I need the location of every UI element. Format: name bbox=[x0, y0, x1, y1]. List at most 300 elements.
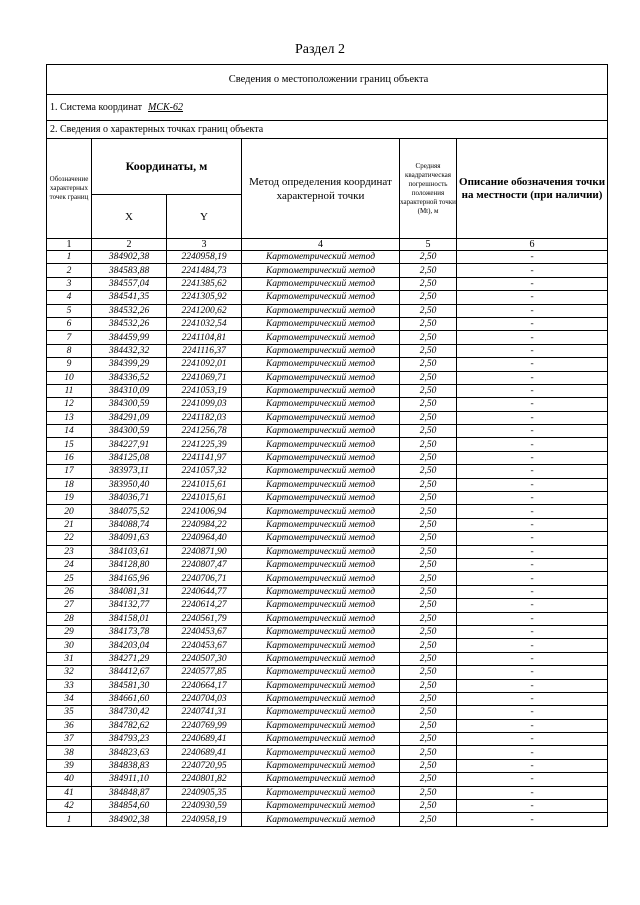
x-coordinate-cell: 384583,88 bbox=[92, 264, 167, 277]
error-cell: 2,50 bbox=[400, 733, 457, 746]
point-number-cell: 9 bbox=[47, 358, 92, 371]
error-cell: 2,50 bbox=[400, 719, 457, 732]
description-cell: - bbox=[457, 451, 608, 464]
point-number-cell: 5 bbox=[47, 304, 92, 317]
description-cell: - bbox=[457, 532, 608, 545]
point-number-cell: 24 bbox=[47, 558, 92, 571]
x-coordinate-cell: 384412,67 bbox=[92, 666, 167, 679]
x-coordinate-cell: 384541,35 bbox=[92, 291, 167, 304]
method-cell: Картометрический метод bbox=[242, 625, 400, 638]
table-row bbox=[47, 585, 608, 598]
description-cell: - bbox=[457, 518, 608, 531]
point-number-cell: 40 bbox=[47, 773, 92, 786]
y-coordinate-cell: 2240706,71 bbox=[167, 572, 242, 585]
description-cell: - bbox=[457, 425, 608, 438]
x-coordinate-cell: 384532,26 bbox=[92, 304, 167, 317]
table-row bbox=[47, 532, 608, 545]
error-cell: 2,50 bbox=[400, 786, 457, 799]
table-row bbox=[47, 451, 608, 464]
table-row bbox=[47, 344, 608, 357]
y-coordinate-cell: 2241015,61 bbox=[167, 492, 242, 505]
error-cell: 2,50 bbox=[400, 692, 457, 705]
x-coordinate-cell: 384081,31 bbox=[92, 585, 167, 598]
boundary-points-table bbox=[46, 64, 608, 827]
x-coordinate-cell: 384128,80 bbox=[92, 558, 167, 571]
error-cell: 2,50 bbox=[400, 264, 457, 277]
method-cell: Картометрический метод bbox=[242, 639, 400, 652]
method-cell: Картометрический метод bbox=[242, 652, 400, 665]
method-cell: Картометрический метод bbox=[242, 786, 400, 799]
description-cell: - bbox=[457, 492, 608, 505]
method-cell: Картометрический метод bbox=[242, 599, 400, 612]
x-coordinate-cell: 384075,52 bbox=[92, 505, 167, 518]
point-number-cell: 1 bbox=[47, 251, 92, 264]
description-cell: - bbox=[457, 612, 608, 625]
method-cell: Картометрический метод bbox=[242, 411, 400, 424]
point-number-cell: 15 bbox=[47, 438, 92, 451]
x-coordinate-cell: 384300,59 bbox=[92, 425, 167, 438]
point-number-cell: 34 bbox=[47, 692, 92, 705]
method-cell: Картометрический метод bbox=[242, 317, 400, 330]
table-row bbox=[47, 652, 608, 665]
x-coordinate-cell: 384854,60 bbox=[92, 800, 167, 813]
table-row bbox=[47, 371, 608, 384]
error-cell: 2,50 bbox=[400, 773, 457, 786]
method-cell: Картометрический метод bbox=[242, 438, 400, 451]
error-cell: 2,50 bbox=[400, 639, 457, 652]
method-cell: Картометрический метод bbox=[242, 478, 400, 491]
method-cell: Картометрический метод bbox=[242, 251, 400, 264]
x-coordinate-cell: 384088,74 bbox=[92, 518, 167, 531]
table-row bbox=[47, 639, 608, 652]
y-coordinate-cell: 2240689,41 bbox=[167, 733, 242, 746]
point-number-cell: 16 bbox=[47, 451, 92, 464]
y-coordinate-cell: 2241092,01 bbox=[167, 358, 242, 371]
x-coordinate-cell: 384902,38 bbox=[92, 251, 167, 264]
table-row bbox=[47, 800, 608, 813]
error-cell: 2,50 bbox=[400, 505, 457, 518]
error-cell: 2,50 bbox=[400, 532, 457, 545]
method-cell: Картометрический метод bbox=[242, 398, 400, 411]
point-number-cell: 31 bbox=[47, 652, 92, 665]
error-cell: 2,50 bbox=[400, 331, 457, 344]
header-x: X bbox=[92, 195, 167, 239]
point-number-cell: 27 bbox=[47, 599, 92, 612]
header-y: Y bbox=[167, 195, 242, 239]
x-coordinate-cell: 384036,71 bbox=[92, 492, 167, 505]
table-row bbox=[47, 679, 608, 692]
table-row bbox=[47, 425, 608, 438]
error-cell: 2,50 bbox=[400, 425, 457, 438]
description-cell: - bbox=[457, 545, 608, 558]
header-description: Описание обозначения точки на местности (при наличии) bbox=[457, 139, 608, 239]
description-cell: - bbox=[457, 478, 608, 491]
point-number-cell: 19 bbox=[47, 492, 92, 505]
point-number-cell: 13 bbox=[47, 411, 92, 424]
y-coordinate-cell: 2240453,67 bbox=[167, 625, 242, 638]
y-coordinate-cell: 2240644,77 bbox=[167, 585, 242, 598]
table-row bbox=[47, 558, 608, 571]
y-coordinate-cell: 2241032,54 bbox=[167, 317, 242, 330]
point-number-cell: 2 bbox=[47, 264, 92, 277]
header-method: Метод определения координат характерной точки bbox=[242, 139, 400, 239]
header-coordinates: Координаты, м bbox=[92, 139, 242, 195]
point-number-cell: 18 bbox=[47, 478, 92, 491]
coordinate-system-label: 1. Система координат bbox=[50, 102, 143, 113]
description-cell: - bbox=[457, 277, 608, 290]
error-cell: 2,50 bbox=[400, 304, 457, 317]
point-number-cell: 22 bbox=[47, 532, 92, 545]
error-cell: 2,50 bbox=[400, 813, 457, 826]
table-row bbox=[47, 759, 608, 772]
error-cell: 2,50 bbox=[400, 291, 457, 304]
description-cell: - bbox=[457, 800, 608, 813]
point-number-cell: 17 bbox=[47, 465, 92, 478]
x-coordinate-cell: 384336,52 bbox=[92, 371, 167, 384]
method-cell: Картометрический метод bbox=[242, 532, 400, 545]
y-coordinate-cell: 2240807,47 bbox=[167, 558, 242, 571]
point-number-cell: 8 bbox=[47, 344, 92, 357]
y-coordinate-cell: 2241006,94 bbox=[167, 505, 242, 518]
y-coordinate-cell: 2241256,78 bbox=[167, 425, 242, 438]
point-number-cell: 35 bbox=[47, 706, 92, 719]
error-cell: 2,50 bbox=[400, 585, 457, 598]
y-coordinate-cell: 2240984,22 bbox=[167, 518, 242, 531]
method-cell: Картометрический метод bbox=[242, 719, 400, 732]
table-row bbox=[47, 599, 608, 612]
y-coordinate-cell: 2240964,40 bbox=[167, 532, 242, 545]
point-number-cell: 10 bbox=[47, 371, 92, 384]
table-row bbox=[47, 291, 608, 304]
y-coordinate-cell: 2241305,92 bbox=[167, 291, 242, 304]
points-heading: 2. Сведения о характерных точках границ объекта bbox=[47, 121, 608, 139]
error-cell: 2,50 bbox=[400, 679, 457, 692]
point-number-cell: 33 bbox=[47, 679, 92, 692]
point-number-cell: 4 bbox=[47, 291, 92, 304]
x-coordinate-cell: 384227,91 bbox=[92, 438, 167, 451]
table-row bbox=[47, 692, 608, 705]
method-cell: Картометрический метод bbox=[242, 746, 400, 759]
error-cell: 2,50 bbox=[400, 478, 457, 491]
table-row bbox=[47, 358, 608, 371]
method-cell: Картометрический метод bbox=[242, 545, 400, 558]
table-row bbox=[47, 773, 608, 786]
error-cell: 2,50 bbox=[400, 759, 457, 772]
description-cell: - bbox=[457, 331, 608, 344]
x-coordinate-cell: 384158,01 bbox=[92, 612, 167, 625]
table-row bbox=[47, 572, 608, 585]
y-coordinate-cell: 2241225,39 bbox=[167, 438, 242, 451]
point-number-cell: 1 bbox=[47, 813, 92, 826]
error-cell: 2,50 bbox=[400, 558, 457, 571]
table-row bbox=[47, 719, 608, 732]
description-cell: - bbox=[457, 666, 608, 679]
x-coordinate-cell: 383950,40 bbox=[92, 478, 167, 491]
method-cell: Картометрический метод bbox=[242, 706, 400, 719]
method-cell: Картометрический метод bbox=[242, 773, 400, 786]
method-cell: Картометрический метод bbox=[242, 813, 400, 826]
description-cell: - bbox=[457, 558, 608, 571]
error-cell: 2,50 bbox=[400, 612, 457, 625]
method-cell: Картометрический метод bbox=[242, 518, 400, 531]
y-coordinate-cell: 2240453,67 bbox=[167, 639, 242, 652]
y-coordinate-cell: 2241099,03 bbox=[167, 398, 242, 411]
description-cell: - bbox=[457, 759, 608, 772]
description-cell: - bbox=[457, 746, 608, 759]
header-error: Средняя квадратическая погрешность положения характерной точки (Mt), м bbox=[400, 139, 457, 239]
method-cell: Картометрический метод bbox=[242, 465, 400, 478]
point-number-cell: 30 bbox=[47, 639, 92, 652]
y-coordinate-cell: 2240871,90 bbox=[167, 545, 242, 558]
error-cell: 2,50 bbox=[400, 465, 457, 478]
error-cell: 2,50 bbox=[400, 398, 457, 411]
error-cell: 2,50 bbox=[400, 411, 457, 424]
y-coordinate-cell: 2241182,03 bbox=[167, 411, 242, 424]
method-cell: Картометрический метод bbox=[242, 505, 400, 518]
error-cell: 2,50 bbox=[400, 800, 457, 813]
point-number-cell: 7 bbox=[47, 331, 92, 344]
coordinate-system-row bbox=[47, 95, 608, 121]
description-cell: - bbox=[457, 692, 608, 705]
table-row bbox=[47, 384, 608, 397]
error-cell: 2,50 bbox=[400, 384, 457, 397]
column-number: 6 bbox=[457, 239, 608, 251]
x-coordinate-cell: 384432,32 bbox=[92, 344, 167, 357]
description-cell: - bbox=[457, 291, 608, 304]
method-cell: Картометрический метод bbox=[242, 612, 400, 625]
error-cell: 2,50 bbox=[400, 625, 457, 638]
method-cell: Картометрический метод bbox=[242, 425, 400, 438]
point-number-cell: 38 bbox=[47, 746, 92, 759]
y-coordinate-cell: 2240720,95 bbox=[167, 759, 242, 772]
description-cell: - bbox=[457, 572, 608, 585]
y-coordinate-cell: 2240561,79 bbox=[167, 612, 242, 625]
y-coordinate-cell: 2240664,17 bbox=[167, 679, 242, 692]
y-coordinate-cell: 2241015,61 bbox=[167, 478, 242, 491]
x-coordinate-cell: 384291,09 bbox=[92, 411, 167, 424]
description-cell: - bbox=[457, 625, 608, 638]
method-cell: Картометрический метод bbox=[242, 558, 400, 571]
y-coordinate-cell: 2240741,31 bbox=[167, 706, 242, 719]
point-number-cell: 36 bbox=[47, 719, 92, 732]
point-number-cell: 25 bbox=[47, 572, 92, 585]
method-cell: Картометрический метод bbox=[242, 572, 400, 585]
x-coordinate-cell: 384581,30 bbox=[92, 679, 167, 692]
error-cell: 2,50 bbox=[400, 545, 457, 558]
description-cell: - bbox=[457, 585, 608, 598]
x-coordinate-cell: 384203,04 bbox=[92, 639, 167, 652]
error-cell: 2,50 bbox=[400, 358, 457, 371]
table-row bbox=[47, 317, 608, 330]
error-cell: 2,50 bbox=[400, 277, 457, 290]
table-row bbox=[47, 612, 608, 625]
description-cell: - bbox=[457, 344, 608, 357]
table-row bbox=[47, 251, 608, 264]
x-coordinate-cell: 384300,59 bbox=[92, 398, 167, 411]
error-cell: 2,50 bbox=[400, 317, 457, 330]
error-cell: 2,50 bbox=[400, 599, 457, 612]
description-cell: - bbox=[457, 652, 608, 665]
x-coordinate-cell: 383973,11 bbox=[92, 465, 167, 478]
table-title: Сведения о местоположении границ объекта bbox=[47, 65, 608, 95]
error-cell: 2,50 bbox=[400, 371, 457, 384]
table-row bbox=[47, 706, 608, 719]
x-coordinate-cell: 384793,23 bbox=[92, 733, 167, 746]
table-row bbox=[47, 438, 608, 451]
error-cell: 2,50 bbox=[400, 572, 457, 585]
point-number-cell: 11 bbox=[47, 384, 92, 397]
error-cell: 2,50 bbox=[400, 344, 457, 357]
x-coordinate-cell: 384848,87 bbox=[92, 786, 167, 799]
x-coordinate-cell: 384271,29 bbox=[92, 652, 167, 665]
method-cell: Картометрический метод bbox=[242, 291, 400, 304]
point-number-cell: 23 bbox=[47, 545, 92, 558]
column-number: 2 bbox=[92, 239, 167, 251]
x-coordinate-cell: 384730,42 bbox=[92, 706, 167, 719]
table-row bbox=[47, 492, 608, 505]
column-number: 5 bbox=[400, 239, 457, 251]
point-number-cell: 12 bbox=[47, 398, 92, 411]
method-cell: Картометрический метод bbox=[242, 733, 400, 746]
method-cell: Картометрический метод bbox=[242, 371, 400, 384]
x-coordinate-cell: 384103,61 bbox=[92, 545, 167, 558]
method-cell: Картометрический метод bbox=[242, 264, 400, 277]
x-coordinate-cell: 384399,29 bbox=[92, 358, 167, 371]
table-row bbox=[47, 813, 608, 826]
point-number-cell: 21 bbox=[47, 518, 92, 531]
column-number: 4 bbox=[242, 239, 400, 251]
header-point-designation: Обозначение характерных точек границ bbox=[47, 139, 92, 239]
error-cell: 2,50 bbox=[400, 518, 457, 531]
point-number-cell: 37 bbox=[47, 733, 92, 746]
table-row bbox=[47, 545, 608, 558]
x-coordinate-cell: 384091,63 bbox=[92, 532, 167, 545]
y-coordinate-cell: 2240801,82 bbox=[167, 773, 242, 786]
method-cell: Картометрический метод bbox=[242, 692, 400, 705]
table-row bbox=[47, 666, 608, 679]
description-cell: - bbox=[457, 599, 608, 612]
x-coordinate-cell: 384125,08 bbox=[92, 451, 167, 464]
method-cell: Картометрический метод bbox=[242, 358, 400, 371]
x-coordinate-cell: 384132,77 bbox=[92, 599, 167, 612]
method-cell: Картометрический метод bbox=[242, 666, 400, 679]
y-coordinate-cell: 2240689,41 bbox=[167, 746, 242, 759]
y-coordinate-cell: 2240958,19 bbox=[167, 251, 242, 264]
y-coordinate-cell: 2240614,27 bbox=[167, 599, 242, 612]
description-cell: - bbox=[457, 505, 608, 518]
table-row bbox=[47, 465, 608, 478]
y-coordinate-cell: 2241104,81 bbox=[167, 331, 242, 344]
x-coordinate-cell: 384173,78 bbox=[92, 625, 167, 638]
point-number-cell: 28 bbox=[47, 612, 92, 625]
point-number-cell: 39 bbox=[47, 759, 92, 772]
y-coordinate-cell: 2240704,03 bbox=[167, 692, 242, 705]
description-cell: - bbox=[457, 251, 608, 264]
method-cell: Картометрический метод bbox=[242, 759, 400, 772]
point-number-cell: 3 bbox=[47, 277, 92, 290]
y-coordinate-cell: 2241057,32 bbox=[167, 465, 242, 478]
table-row bbox=[47, 264, 608, 277]
y-coordinate-cell: 2240930,59 bbox=[167, 800, 242, 813]
table-row bbox=[47, 746, 608, 759]
error-cell: 2,50 bbox=[400, 706, 457, 719]
method-cell: Картометрический метод bbox=[242, 585, 400, 598]
method-cell: Картометрический метод bbox=[242, 304, 400, 317]
error-cell: 2,50 bbox=[400, 492, 457, 505]
error-cell: 2,50 bbox=[400, 746, 457, 759]
y-coordinate-cell: 2241116,37 bbox=[167, 344, 242, 357]
table-row bbox=[47, 505, 608, 518]
y-coordinate-cell: 2240769,99 bbox=[167, 719, 242, 732]
x-coordinate-cell: 384532,26 bbox=[92, 317, 167, 330]
description-cell: - bbox=[457, 411, 608, 424]
y-coordinate-cell: 2241069,71 bbox=[167, 371, 242, 384]
point-number-cell: 26 bbox=[47, 585, 92, 598]
point-number-cell: 14 bbox=[47, 425, 92, 438]
section-title: Раздел 2 bbox=[294, 42, 346, 57]
point-number-cell: 20 bbox=[47, 505, 92, 518]
y-coordinate-cell: 2241385,62 bbox=[167, 277, 242, 290]
method-cell: Картометрический метод bbox=[242, 344, 400, 357]
y-coordinate-cell: 2240577,85 bbox=[167, 666, 242, 679]
description-cell: - bbox=[457, 679, 608, 692]
point-number-cell: 29 bbox=[47, 625, 92, 638]
x-coordinate-cell: 384902,38 bbox=[92, 813, 167, 826]
x-coordinate-cell: 384782,62 bbox=[92, 719, 167, 732]
description-cell: - bbox=[457, 733, 608, 746]
column-numbers-row bbox=[47, 239, 608, 251]
method-cell: Картометрический метод bbox=[242, 800, 400, 813]
table-row bbox=[47, 398, 608, 411]
y-coordinate-cell: 2241141,97 bbox=[167, 451, 242, 464]
description-cell: - bbox=[457, 264, 608, 277]
y-coordinate-cell: 2240905,35 bbox=[167, 786, 242, 799]
table-row bbox=[47, 478, 608, 491]
x-coordinate-cell: 384310,09 bbox=[92, 384, 167, 397]
point-number-cell: 42 bbox=[47, 800, 92, 813]
y-coordinate-cell: 2240958,19 bbox=[167, 813, 242, 826]
x-coordinate-cell: 384661,60 bbox=[92, 692, 167, 705]
y-coordinate-cell: 2241200,62 bbox=[167, 304, 242, 317]
description-cell: - bbox=[457, 773, 608, 786]
table-row bbox=[47, 733, 608, 746]
method-cell: Картометрический метод bbox=[242, 451, 400, 464]
x-coordinate-cell: 384165,96 bbox=[92, 572, 167, 585]
description-cell: - bbox=[457, 639, 608, 652]
column-number: 3 bbox=[167, 239, 242, 251]
description-cell: - bbox=[457, 317, 608, 330]
description-cell: - bbox=[457, 813, 608, 826]
table-row bbox=[47, 277, 608, 290]
table-row bbox=[47, 518, 608, 531]
description-cell: - bbox=[457, 786, 608, 799]
description-cell: - bbox=[457, 358, 608, 371]
y-coordinate-cell: 2241484,73 bbox=[167, 264, 242, 277]
table-row bbox=[47, 304, 608, 317]
table-row bbox=[47, 331, 608, 344]
method-cell: Картометрический метод bbox=[242, 331, 400, 344]
error-cell: 2,50 bbox=[400, 251, 457, 264]
description-cell: - bbox=[457, 438, 608, 451]
description-cell: - bbox=[457, 398, 608, 411]
description-cell: - bbox=[457, 304, 608, 317]
y-coordinate-cell: 2241053,19 bbox=[167, 384, 242, 397]
table-row bbox=[47, 411, 608, 424]
coordinate-system-value: МСК-62 bbox=[148, 102, 184, 113]
error-cell: 2,50 bbox=[400, 666, 457, 679]
x-coordinate-cell: 384911,10 bbox=[92, 773, 167, 786]
x-coordinate-cell: 384459,99 bbox=[92, 331, 167, 344]
